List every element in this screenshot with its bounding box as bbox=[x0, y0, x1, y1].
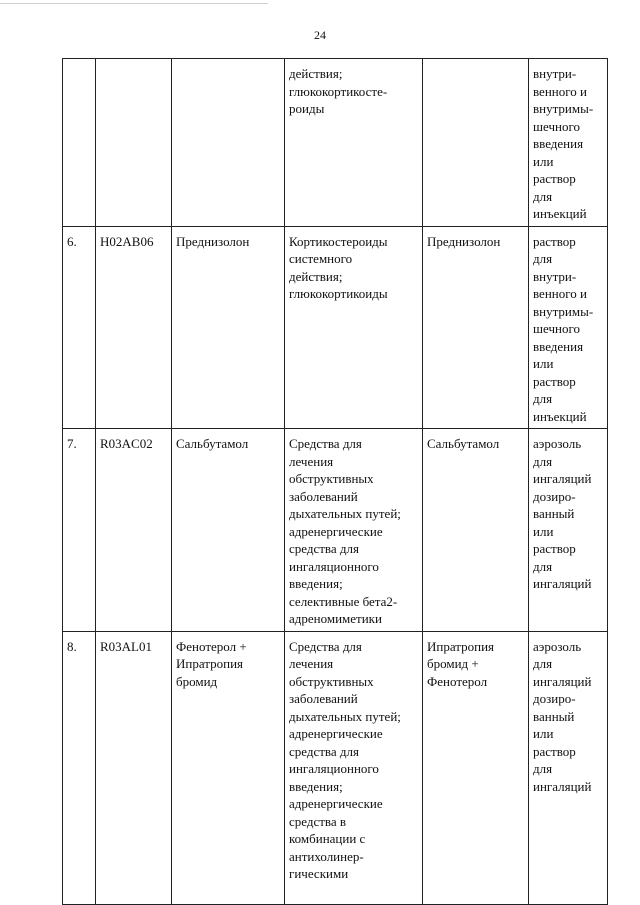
cell-drug-name: Сальбутамол bbox=[172, 429, 285, 632]
cell-atc-code: R03AC02 bbox=[96, 429, 172, 632]
table-row bbox=[63, 59, 608, 227]
cell-dosage-form: аэрозоль для ингаляций дозиро- ванный или раствор для ингаляций bbox=[529, 631, 608, 904]
cell-number bbox=[63, 59, 96, 227]
cell-pharm-group: Средства для лечения обструктивных заболеваний дыхательных путей; адренергические средства для ингаляционного введения; адренергические средства в комбинации с антихолинер- гическими bbox=[285, 631, 423, 904]
cell-dosage-form: аэрозоль для ингаляций дозиро- ванный или раствор для ингаляций bbox=[529, 429, 608, 632]
table-row bbox=[63, 429, 608, 632]
cell-inn bbox=[423, 59, 529, 227]
cell-inn: Преднизолон bbox=[423, 226, 529, 429]
cell-atc-code: R03AL01 bbox=[96, 631, 172, 904]
cell-dosage-form: раствор для внутри- венного и внутримы- шечного введения или раствор для инъекций bbox=[529, 226, 608, 429]
top-rule bbox=[0, 3, 268, 4]
cell-inn: Ипратропия бромид + Фенотерол bbox=[423, 631, 529, 904]
cell-drug-name: Фенотерол + Ипратропия бромид bbox=[172, 631, 285, 904]
cell-atc-code bbox=[96, 59, 172, 227]
table-row bbox=[63, 631, 608, 904]
drug-table bbox=[62, 58, 608, 905]
cell-number: 8. bbox=[63, 631, 96, 904]
cell-inn: Сальбутамол bbox=[423, 429, 529, 632]
cell-number: 7. bbox=[63, 429, 96, 632]
cell-dosage-form: внутри- венного и внутримы- шечного введения или раствор для инъекций bbox=[529, 59, 608, 227]
cell-pharm-group: Кортикостероиды системного действия; глюкокортикоиды bbox=[285, 226, 423, 429]
cell-drug-name bbox=[172, 59, 285, 227]
page-number: 24 bbox=[314, 28, 326, 42]
cell-atc-code: H02AB06 bbox=[96, 226, 172, 429]
cell-pharm-group: Средства для лечения обструктивных заболеваний дыхательных путей; адренергические средства для ингаляционного введения; селективные бета2- адреномиметики bbox=[285, 429, 423, 632]
cell-pharm-group: действия; глюкокортикосте- роиды bbox=[285, 59, 423, 227]
cell-drug-name: Преднизолон bbox=[172, 226, 285, 429]
cell-number: 6. bbox=[63, 226, 96, 429]
table-row bbox=[63, 226, 608, 429]
